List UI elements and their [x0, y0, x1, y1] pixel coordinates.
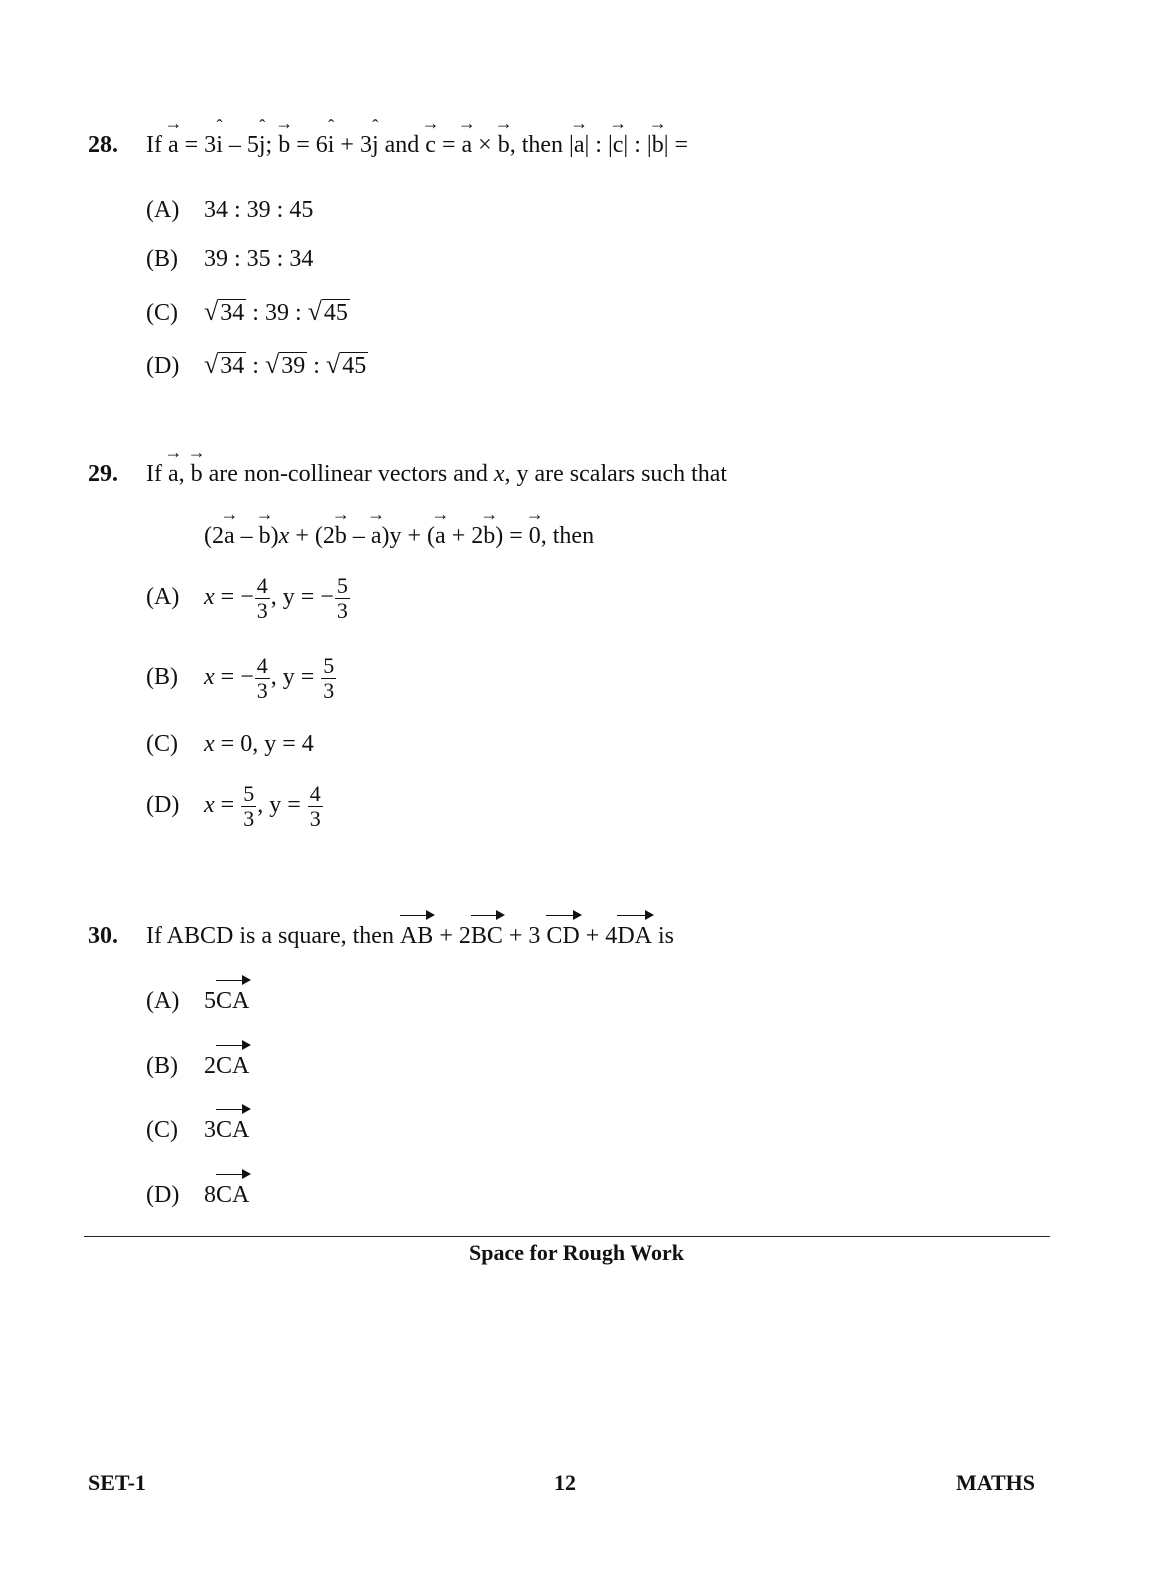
footer-subject: MATHS — [955, 1470, 1035, 1495]
option-text: 3CA — [204, 1117, 250, 1143]
option-d[interactable] — [146, 350, 368, 381]
option-text: 8CA — [204, 1182, 250, 1208]
option-text: 39 : 35 : 34 — [204, 246, 314, 272]
question-number: 29. — [88, 461, 118, 487]
sqrt: √34 — [204, 350, 245, 379]
option-text: x = 0, y = 4 — [204, 731, 314, 757]
option-text: √34 : 39 : √45 — [204, 297, 348, 326]
option-b[interactable] — [146, 1051, 249, 1081]
fraction: $\frac{4}{3}$ — [256, 573, 268, 623]
sqrt: √45 — [325, 350, 367, 379]
question-stem: If → a = 3ˆ i – 5ˆ j; → b = 6ˆ i + 3ˆ j and → c = → a × → b, then |→ a| : |→ c| : |→ b| = — [146, 130, 688, 160]
option-label: (D) — [146, 353, 180, 379]
option-label: (D) — [146, 792, 180, 819]
option-c[interactable] — [146, 1115, 249, 1145]
option-a[interactable] — [146, 986, 249, 1016]
question-stem: If ABCD is a square, then AB + 2BC + 3 CD + 4DA is — [146, 923, 674, 949]
option-a[interactable] — [146, 574, 351, 623]
option-label: (B) — [146, 664, 178, 691]
option-text: 5CA — [204, 988, 250, 1014]
question-number: 28. — [88, 132, 118, 158]
fraction: $\frac{4}{3}$ — [256, 653, 268, 703]
sqrt: √45 — [307, 297, 348, 326]
option-b[interactable] — [146, 244, 313, 274]
footer-page-number: 12 — [554, 1470, 576, 1495]
option-text: x = − $\frac{4}{3}$ , y = $\frac{5}{3}$ — [204, 653, 335, 703]
question-number: 30. — [88, 923, 118, 949]
option-text: x = − $\frac{4}{3}$ , y = − $\frac{5}{3}$ — [204, 573, 348, 623]
rough-work-heading: Space for Rough Work — [469, 1240, 684, 1265]
option-d[interactable] — [146, 782, 324, 831]
option-b[interactable] — [146, 654, 337, 703]
option-label: (B) — [146, 246, 178, 272]
fraction: $\frac{4}{3}$ — [309, 781, 321, 831]
option-a[interactable] — [146, 195, 313, 225]
option-label: (A) — [146, 988, 180, 1014]
option-d[interactable] — [146, 1180, 249, 1210]
option-text: x = $\frac{5}{3}$ , y = $\frac{4}{3}$ — [204, 781, 321, 831]
sqrt: √39 — [264, 350, 306, 379]
divider — [84, 1236, 1050, 1237]
option-c[interactable] — [146, 729, 314, 759]
option-text: √34 : √39 : √45 — [204, 350, 367, 379]
option-label: (C) — [146, 731, 178, 757]
option-label: (C) — [146, 300, 178, 326]
question-equation: (2→ a – → b)x + (2→ b – → a)y + (→ a + 2→ b) = → 0, then — [204, 521, 594, 551]
sqrt: √34 — [204, 297, 245, 326]
option-text: 34 : 39 : 45 — [204, 197, 314, 223]
option-c[interactable] — [146, 297, 350, 328]
option-label: (B) — [146, 1053, 178, 1079]
option-label: (C) — [146, 1117, 178, 1143]
fraction: $\frac{5}{3}$ — [323, 653, 335, 703]
option-label: (D) — [146, 1182, 180, 1208]
fraction: $\frac{5}{3}$ — [243, 781, 255, 831]
question-stem: If → a, → b are non-collinear vectors and x, y are scalars such that — [146, 459, 727, 489]
fraction: $\frac{5}{3}$ — [336, 573, 348, 623]
option-text: 2CA — [204, 1053, 250, 1079]
option-label: (A) — [146, 584, 180, 611]
option-label: (A) — [146, 197, 180, 223]
footer-set: SET-1 — [88, 1470, 146, 1495]
